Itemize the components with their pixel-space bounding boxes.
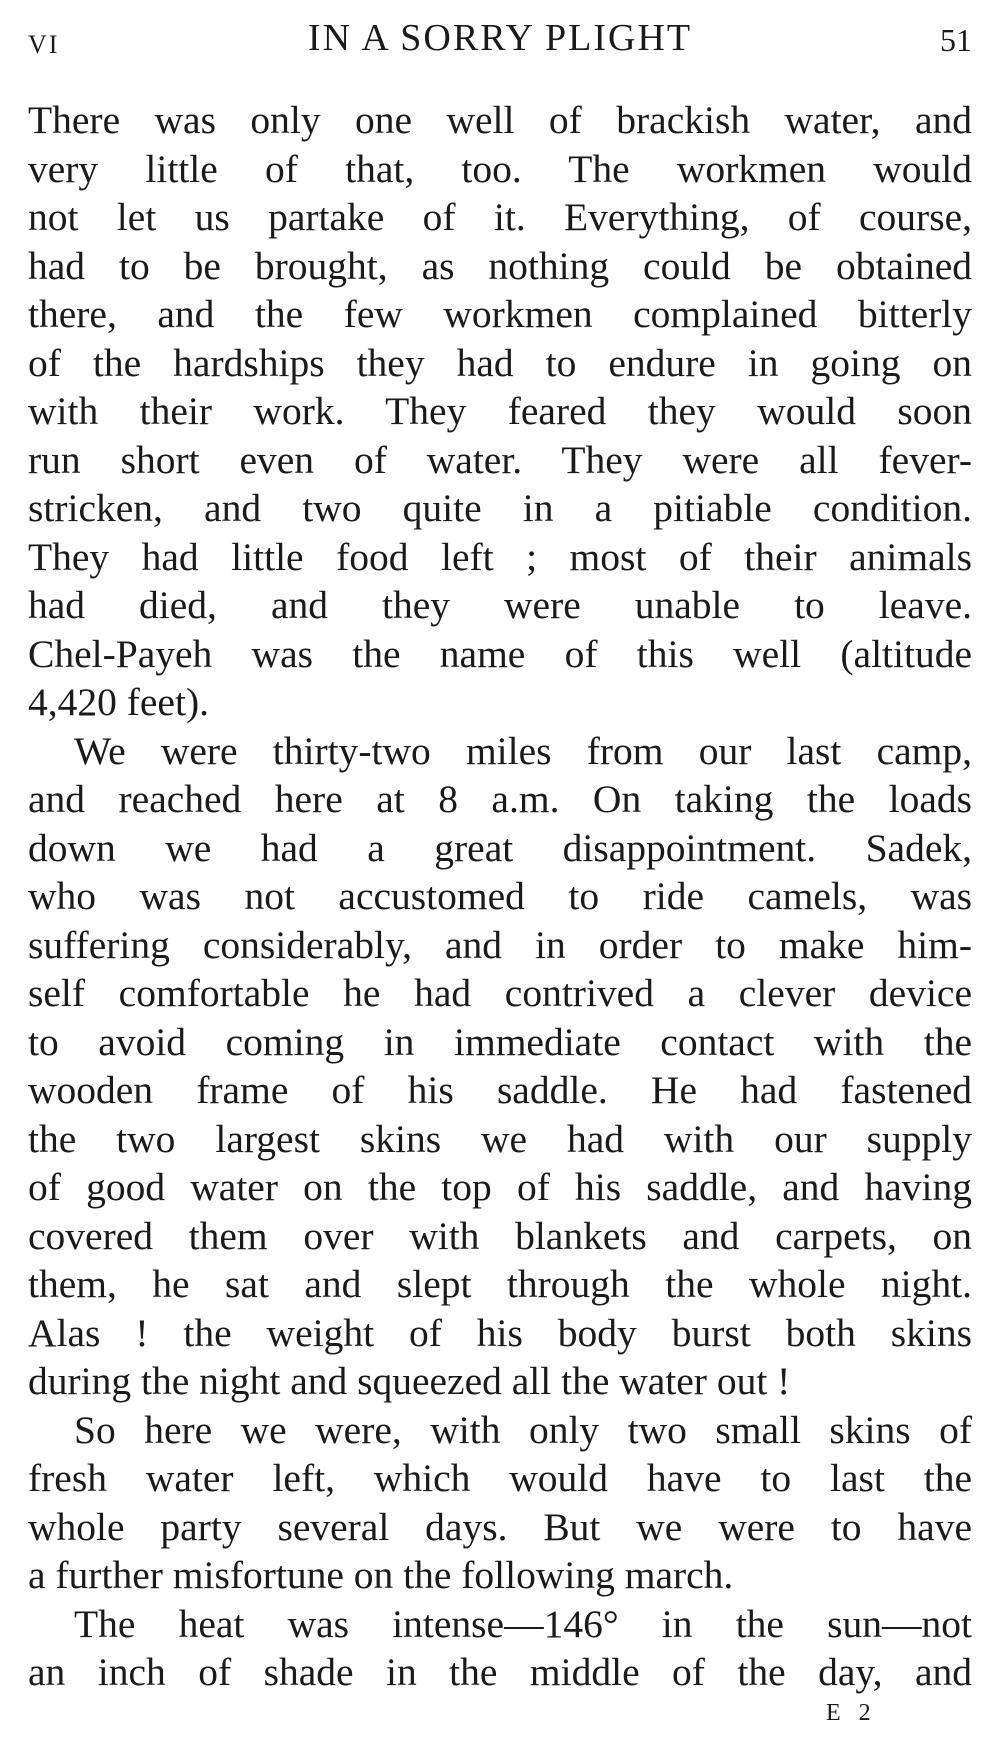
text-line: fresh water left, which would have to last the bbox=[28, 1456, 972, 1500]
paragraph bbox=[28, 96, 972, 727]
text-line: and reached here at 8 a.m. On taking the loads bbox=[28, 777, 972, 821]
signature-mark: E 2 bbox=[826, 1700, 877, 1726]
text-line: suffering considerably, and in order to make him- bbox=[28, 922, 972, 967]
paragraph bbox=[28, 727, 972, 1406]
text-line: So here we were, with only two small skins of bbox=[74, 1407, 972, 1452]
text-line: whole party several days. But we were to have bbox=[28, 1504, 972, 1549]
text-line: wooden frame of his saddle. He had fastened bbox=[28, 1068, 972, 1112]
page-number: 51 bbox=[940, 22, 972, 58]
paragraph bbox=[28, 1406, 972, 1600]
running-head-title: IN A SORRY PLIGHT bbox=[307, 17, 693, 59]
text-line: had died, and they were unable to leave. bbox=[28, 583, 972, 627]
text-line: stricken, and two quite in a pitiable condition. bbox=[28, 486, 972, 530]
text-line: an inch of shade in the middle of the day, and bbox=[28, 1650, 972, 1694]
text-line: Chel-Payeh was the name of this well (altitude bbox=[28, 631, 972, 676]
text-line: the two largest skins we had with our supply bbox=[28, 1116, 972, 1161]
paragraph bbox=[28, 1600, 972, 1697]
text-line: with their work. They feared they would soon bbox=[28, 389, 972, 433]
text-line: of good water on the top of his saddle, and having bbox=[28, 1165, 972, 1209]
text-line: of the hardships they had to endure in going on bbox=[28, 340, 972, 385]
text-line: there, and the few workmen complained bitterly bbox=[28, 292, 972, 336]
text-line: to avoid coming in immediate contact with the bbox=[28, 1019, 972, 1064]
text-line: who was not accustomed to ride camels, was bbox=[28, 874, 972, 918]
text-line: during the night and squeezed all the water out ! bbox=[28, 1359, 791, 1403]
text-line: very little of that, too. The workmen would bbox=[28, 146, 972, 191]
text-line: We were thirty-two miles from our last camp, bbox=[74, 728, 972, 773]
text-line: down we had a great disappointment. Sadek, bbox=[28, 825, 972, 870]
running-head bbox=[28, 12, 972, 60]
text-line: them, he sat and slept through the whole night. bbox=[28, 1262, 972, 1306]
body-text bbox=[28, 96, 972, 1697]
text-line: had to be brought, as nothing could be obtained bbox=[28, 243, 972, 288]
text-line: There was only one well of brackish water, and bbox=[28, 98, 972, 142]
text-line: a further misfortune on the following march. bbox=[28, 1553, 734, 1597]
text-line: not let us partake of it. Everything, of course, bbox=[28, 195, 972, 239]
text-line: They had little food left ; most of their animals bbox=[28, 534, 972, 579]
text-line: Alas ! the weight of his body burst both skins bbox=[28, 1310, 972, 1355]
text-line: 4,420 feet). bbox=[28, 680, 209, 724]
chapter-number: VI bbox=[28, 30, 60, 59]
text-line: The heat was intense—146° in the sun—not bbox=[74, 1601, 972, 1646]
text-line: self comfortable he had contrived a clever device bbox=[28, 971, 972, 1015]
text-line: covered them over with blankets and carpets, on bbox=[28, 1213, 972, 1258]
text-line: run short even of water. They were all fever- bbox=[28, 437, 972, 482]
